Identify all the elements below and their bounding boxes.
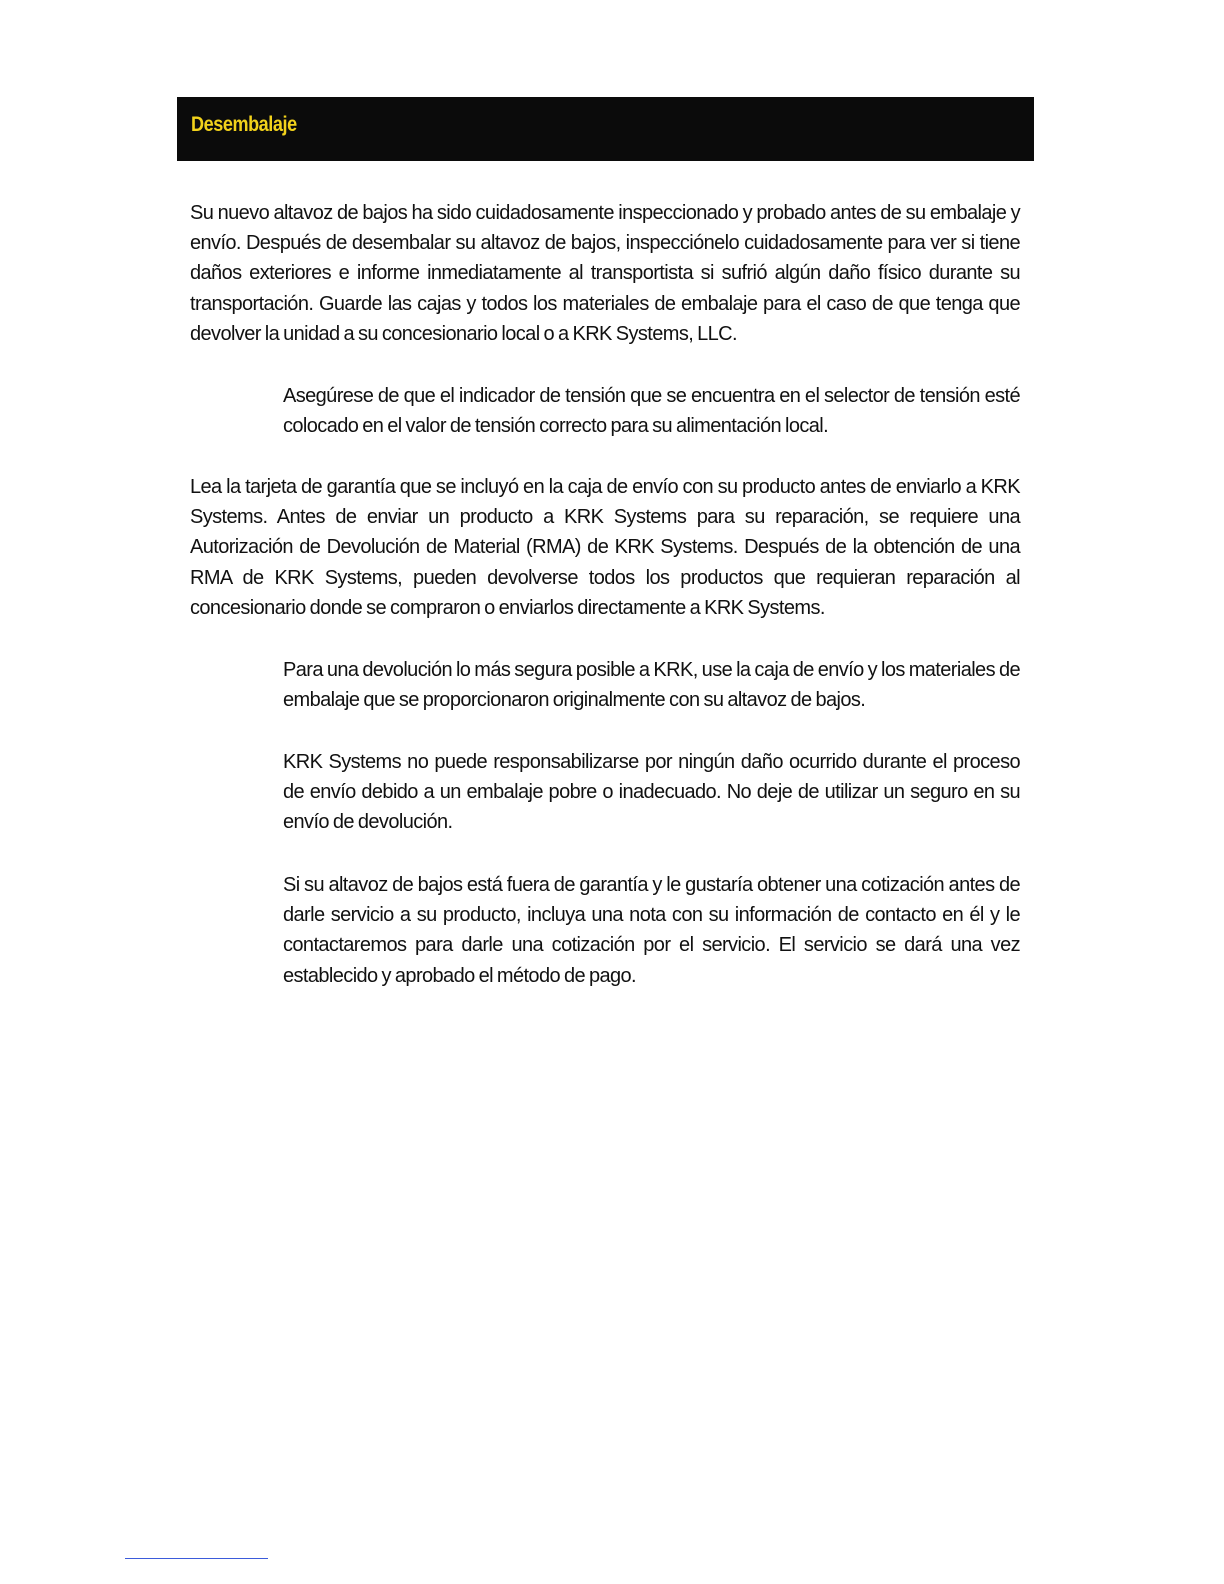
note-out-of-warranty-quote: Si su altavoz de bajos está fuera de garantía y le gustaría obtener una cotización antes de darle servicio a su producto, incluya una nota con su información de contacto en él y le contactaremos para darle una cotización por el servicio. El servicio se dará una vez establecido y aprobado el método de pago. bbox=[283, 874, 1020, 987]
footnote-divider bbox=[125, 1558, 268, 1559]
note-safe-return-packaging: Para una devolución lo más segura posible a KRK, use la caja de envío y los materiales de embalaje que se proporcionaron originalmente con su altavoz de bajos. bbox=[283, 659, 1020, 712]
paragraph-warranty-rma: Lea la tarjeta de garantía que se incluyó en la caja de envío con su producto antes de enviarlo a KRK Systems. Antes de enviar un producto a KRK Systems para su reparación, se requiere una Autorización de Devolución de Material (RMA) de KRK Systems. Después de la obtención de una RMA de KRK Systems, pueden devolverse todos los productos que requieran reparación al concesionario donde se compraron o enviarlos directamente a KRK Systems. bbox=[190, 476, 1020, 619]
section-title: Desembalaje bbox=[191, 113, 297, 136]
note-shipping-damage-insurance: KRK Systems no puede responsabilizarse por ningún daño ocurrido durante el proceso de envío debido a un embalaje pobre o inadecuado. No deje de utilizar un seguro en su envío de devolución. bbox=[283, 751, 1020, 834]
section-header-bar bbox=[177, 97, 1034, 161]
note-voltage-selector: Asegúrese de que el indicador de tensión que se encuentra en el selector de tensión esté colocado en el valor de tensión correcto para su alimentación local. bbox=[283, 385, 1020, 438]
paragraph-unpacking-inspection: Su nuevo altavoz de bajos ha sido cuidadosamente inspeccionado y probado antes de su embalaje y envío. Después de desembalar su altavoz de bajos, inspecciónelo cuidadosamente para ver si tiene daños exteriores e informe inmediatamente al transportista si sufrió algún daño físico durante su transportación. Guarde las cajas y todos los materiales de embalaje para el caso de que tenga que devolver la unidad a su concesionario local o a KRK Systems, LLC. bbox=[190, 202, 1020, 345]
